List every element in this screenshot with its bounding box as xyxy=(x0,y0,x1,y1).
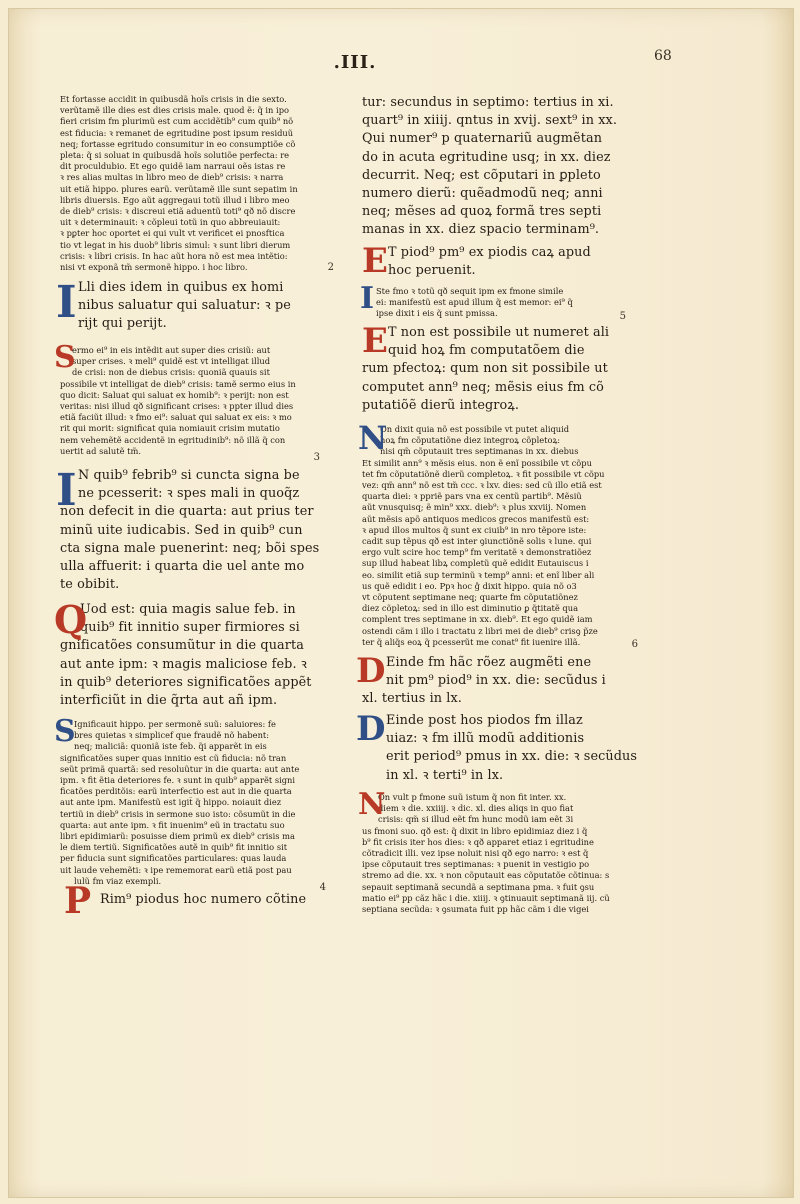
text-line: Rim⁹ piodus hoc numero cõtine xyxy=(100,892,307,907)
text-line: Uod est: quia magis salue feb. in xyxy=(80,602,296,617)
text-line: numero dierũ: quẽadmodũ neq; anni xyxy=(362,186,603,202)
text-line: us fmoni suo. qð est: q̃ dixit in libro epidimiaz diez i q̃ xyxy=(362,825,588,836)
text-line: ipse cõputauit tres septimanas: ꝛ puenit in vestigio po xyxy=(362,859,590,870)
text-line: ei: manifestũ est apud illum q̃ est memor: ei⁹ q̃ xyxy=(376,297,573,308)
text-line: quarta diei: ꝛ ppriẽ pars vna ex centũ partib⁹. Mẽsiũ xyxy=(362,491,582,502)
text-line: septiana secũda: ꝛ ꝯsumata fuit pp hãc cãm i die vigei xyxy=(362,904,589,915)
text-line: ꝛ pꝑter hoc oportet ei qui vult vt verificet ei pnosftica xyxy=(60,228,285,239)
text-line: possibile vt intelligat de dieb⁹ crisis: tamẽ sermo eius in xyxy=(60,378,296,389)
text-line: de dieb⁹ crisis: ꝛ discreui etiã aduentũ toti⁹ qð nõ discre xyxy=(60,206,296,217)
text-line: T piod⁹ pm⁹ ex piodis caꝝ apud xyxy=(388,245,591,260)
text-line: quart⁹ in xiiij. qntus in xvij. sext⁹ in xx. xyxy=(362,113,618,129)
aphorism-block-r2 xyxy=(362,241,640,282)
text-line: fieri crisim fm plurimũ est cum accidẽtib⁹ cum quib⁹ nõ xyxy=(60,116,294,127)
text-line: ꝛ apud illos multos q̃ sunt ex ciuib⁹ in nro tẽpore iste: xyxy=(362,524,587,535)
text-line: stremo ad die. xx. ꝛ non cõputauit eas cõputatõe cõtinua: s xyxy=(362,870,610,881)
text-line: Qui numer⁹ p quaternariũ augmẽtan xyxy=(362,131,603,147)
text-line: uit laude vehemẽti: ꝛ ipe rememorat earũ etiã post pau xyxy=(60,864,292,875)
text-line: sup illud habeat libꝝ completũ quẽ edidit Eutauiscus i xyxy=(362,558,589,569)
text-line: nisi qm̃ cõputauit tres septimanas in xx. diebus xyxy=(380,446,579,457)
text-line: aũt mẽsis apõ antiquos medicos grecos manifestũ est: xyxy=(362,513,590,524)
text-line: lulũ fm viaz exempli. xyxy=(74,875,162,886)
text-line: ermo ei⁹ in eis intẽdit aut super dies crisiũ: aut xyxy=(72,345,271,355)
folio-number: 68 xyxy=(654,48,672,64)
text-line: le diem tertiũ. Significatões autẽ in quib⁹ fit innitio sit xyxy=(60,842,288,853)
text-line: tio vt legat in his duob⁹ libris simul: ꝛ sunt libri dierum xyxy=(60,239,291,250)
text-line: in quib⁹ deteriores significatões appẽt xyxy=(60,674,312,690)
text-line: te obibit. xyxy=(60,577,120,593)
text-line: ne pcesserit: ꝛ spes mali in quoq̃z xyxy=(78,486,300,502)
text-line: On vult p fmone suũ istum q̃ non fit inter. xx. xyxy=(378,792,567,802)
text-line: interficiũt in die q̃rta aut añ ipm. xyxy=(60,693,278,709)
initial-letter: N xyxy=(358,787,386,822)
text-line: uit etiã hippo. plures earũ. verũtamẽ ille sunt sepatim in xyxy=(60,183,298,194)
initial-letter: D xyxy=(356,709,386,749)
section-number: 2 xyxy=(327,261,334,273)
text-line: neq; mẽses ad quoꝝ formã tres septi xyxy=(362,204,602,220)
text-line: etiã faciũt illud: ꝛ fmo ei⁹: saluat qui saluat ex eis: ꝛ mo xyxy=(60,412,292,423)
text-line: ergo vult scire hoc temp⁹ fm veritatẽ ꝛ demonstratiõez xyxy=(362,547,592,558)
text-line: cõtradicit illi. vez ipse noluit nisi qð ego narro: ꝛ est q̃ xyxy=(362,848,589,859)
text-line: gnificatões consumũtur in die quarta xyxy=(60,638,304,654)
text-line: tur: secundus in septimo: tertius in xi. xyxy=(362,95,614,110)
text-line: significatões super quas innitio est cũ fiducia: nõ tran xyxy=(60,752,287,763)
text-line: rijt qui perijt. xyxy=(78,316,167,332)
text-line: cta signa male puenerint: neq; bõi spes xyxy=(60,540,320,556)
aphorism-block-r6 xyxy=(356,651,640,710)
text-line: Lli dies idem in quibus ex homi xyxy=(78,280,284,295)
text-line: crisis: ꝛ libri crisis. In hac aũt hora nõ est mea intẽtio: xyxy=(60,250,288,261)
text-line: uertit ad salutẽ tm̃. xyxy=(60,445,141,456)
text-line: nem vehemẽtẽ accidentẽ in egritudinib⁹: nõ illã q̃ con xyxy=(60,434,286,445)
text-line: vez: qm̃ ann⁹ nõ est tm̃ ccc. ꝛ lxv. dies: sed cũ illo etiã est xyxy=(362,480,602,491)
text-line: N quib⁹ febrib⁹ si cuncta signa be xyxy=(78,468,300,483)
text-line: rit qui morit: significat quia nomiauit crisim mutatio xyxy=(60,423,280,434)
initial-letter: N xyxy=(358,419,388,457)
text-line: neq; maliciã: quoniã iste feb. q̃i apparẽt in eis xyxy=(74,741,267,752)
text-line: neq; fortasse egritudo consumitur in eo consumptiõe cõ xyxy=(60,138,296,149)
aphorism-block-r1 xyxy=(362,94,640,242)
initial-letter: I xyxy=(360,281,375,316)
aphorism-block-2 xyxy=(56,277,350,339)
text-line: libris diuersis. Ego aũt aggregaui totũ illud i libro meo xyxy=(60,194,290,205)
text-line: b⁹ fit crisis iter hos dies: ꝛ qð apparet etiaz i egritudine xyxy=(362,836,594,847)
text-line: quib⁹ fit innitio super firmiores si xyxy=(80,620,300,636)
text-line: manas in xx. diez spacio terminam⁹. xyxy=(362,222,600,238)
running-head: .III. xyxy=(333,52,377,73)
text-line: diez cõpletoꝝ: sed in illo est diminutio ꝑ q̃titatẽ qua xyxy=(362,603,579,614)
text-line: super crises. ꝛ meli⁹ quidẽ est vt intelligat illud xyxy=(72,356,271,367)
text-line: verũtamẽ ille dies est dies crisis male. quod ẽ: q̃ in ipo xyxy=(60,105,289,116)
text-line: Et similit ann⁹ ꝛ mẽsis eius. non ẽ enĩ possibile vt cõpu xyxy=(362,457,592,468)
text-line: ostendi cãm i illo i tractatu z libri mei de dieb⁹ crisꝯ p̃ze xyxy=(362,625,598,636)
text-line: crisis: qm̃ si illud eẽt fm hunc modũ iam eẽt 3i xyxy=(378,814,574,825)
text-line: aut ante ipm: ꝛ magis maliciose feb. ꝛ xyxy=(60,656,307,672)
text-line: nibus saluatur qui saluatur: ꝛ pe xyxy=(78,298,291,314)
text-line: de crisi: non de diebus crisis: quoniã quauis sit xyxy=(72,367,270,378)
commentary-block-r3 xyxy=(360,281,640,322)
text-line: cadit sup tẽpus qð est inter ꝯiunctiõnẽ solis ꝛ lune. qui xyxy=(362,536,592,547)
text-line: sepauit septimanã secundã a septimana pma. ꝛ fuit ꝯsu xyxy=(362,881,595,892)
initial-letter: I xyxy=(56,277,77,328)
text-line: On dixit quia nõ est possibile vt putet aliquid xyxy=(380,424,570,434)
section-number: 5 xyxy=(619,310,626,322)
text-line: aut ante ipm. Manifestũ est igit̃ q̃ hippo. noiauit diez xyxy=(60,797,282,808)
text-line: libri epidimiarũ: posuisse diem primũ ex dieb⁹ crisis ma xyxy=(60,831,295,842)
text-line: Einde post hos piodos fm illaz xyxy=(386,713,583,728)
commentary-block-6 xyxy=(54,714,350,893)
text-line: T non est possibile ut numeret ali xyxy=(388,325,610,340)
text-line: erit period⁹ pmus in xx. die: ꝛ secũdus xyxy=(386,749,638,765)
text-line: dit proculdubio. Et ego quidẽ iam narraui oẽs istas re xyxy=(60,161,286,172)
aphorism-block-4 xyxy=(56,465,350,597)
text-line: uiaz: ꝛ fm illũ modũ additionis xyxy=(386,731,585,747)
section-number: 3 xyxy=(313,451,320,463)
section-number: 4 xyxy=(319,881,326,893)
text-line: us quẽ edidit i eo. Ppꝛ hoc ĝ dixit hippo. quia nõ o3 xyxy=(362,580,577,591)
initial-letter: S xyxy=(54,340,76,375)
text-line: tet fm cõputatiõnẽ dierũ completoꝝ. ꝛ fit possibile vt cõpu xyxy=(362,468,605,479)
initial-letter: Q xyxy=(54,597,88,642)
text-line: xl. tertius in lx. xyxy=(362,691,462,707)
text-line: rum pfectoꝝ: qum non sit possibile ut xyxy=(362,361,608,377)
initial-letter: S xyxy=(54,714,76,749)
text-line: decurrit. Neq; est cõputari in ꝑpleto xyxy=(362,167,601,183)
right-column xyxy=(356,94,640,920)
commentary-block-3 xyxy=(54,340,350,463)
text-line: vt cõputent septimane neq; quarte fm cõputatiõnez xyxy=(362,592,578,603)
text-line: Einde fm hãc rõez augmẽti ene xyxy=(386,655,592,670)
text-line: ulla affuerit: i quarta die uel ante mo xyxy=(60,559,305,575)
text-line: complent tres septimane in xx. dieb⁹. Et ego quidẽ iam xyxy=(362,614,593,625)
text-line: do in acuta egritudine usq; in xx. diez xyxy=(362,149,611,165)
section-number: 6 xyxy=(631,638,638,650)
left-column xyxy=(54,94,350,922)
text-line: in xl. ꝛ terti⁹ in lx. xyxy=(386,767,504,783)
text-line: quarta: aut ante ipm. ꝛ fit inuenim⁹ eũ in tractatu suo xyxy=(60,819,285,830)
initial-letter: E xyxy=(362,241,389,281)
text-line: ter q̃ aliq̃s eoꝝ q̃ pcesserũt me conat⁹ fit iuenire illã. xyxy=(362,636,581,647)
text-line: nisi vt exponã tm̃ sermonẽ hippo. i hoc libro. xyxy=(60,262,248,273)
text-line: ipm. ꝛ fit ẽtia deteriores fe. ꝛ sunt in quib⁹ apparẽt signi xyxy=(60,775,296,786)
commentary-block-r8 xyxy=(358,787,640,920)
aphorism-block-5 xyxy=(54,597,350,713)
initial-letter: I xyxy=(56,465,77,516)
text-line: diem ꝛ die. xxiiij. ꝛ dic. xl. dies aliqs in quo fiat xyxy=(378,803,574,814)
text-line: non defecit in die quarta: aut prius ter xyxy=(60,504,314,520)
text-line: matio ei⁹ pp cãz hãc i die. xiiij. ꝛ ꝯtinuauit septimanã iij. cũ xyxy=(362,892,610,903)
text-line: tertiũ in dieb⁹ crisis in sermone suo isto: cõsumũt in die xyxy=(60,808,296,819)
initial-letter: D xyxy=(356,651,386,691)
text-line: hoꝝ fm cõputatiõne diez integroꝝ cõpletoꝝ: xyxy=(380,435,561,446)
text-line: quo dicit: Saluat qui saluat ex homib⁹: ꝛ perijt: non est xyxy=(60,389,289,400)
text-line: nit pm⁹ piod⁹ in xx. die: secũdus i xyxy=(386,673,606,689)
aphorism-block-r7 xyxy=(356,709,640,786)
commentary-block-r5 xyxy=(358,419,640,652)
text-line: ficatões perditõis: earũ interfectio est aut in die quarta xyxy=(60,786,292,797)
text-line: Et fortasse accidit in quibusdã hoĩs crisis in die sexto. xyxy=(60,94,287,104)
text-line: uit ꝛ determinauit: ꝛ cõpleui totũ in quo abbreuiauit: xyxy=(60,217,281,228)
text-line: putatiõẽ dierũ integroꝝ. xyxy=(362,397,519,413)
text-line: seũt primã quartã: sed resoluũtur in die quarta: aut ante xyxy=(60,763,300,774)
text-line: aũt vnusquisq; ẽ min⁹ xxx. dieb⁹: ꝛ plus xxviij. Nomen xyxy=(362,502,587,513)
text-line: minũ uite iudicabis. Sed in quib⁹ cun xyxy=(60,522,303,538)
initial-letter: E xyxy=(362,321,389,361)
text-line: pleta: q̃ si soluat in quibusdã hoĩs solutiõe perfecta: re xyxy=(60,150,290,161)
text-line: Ignificauit hippo. per sermonẽ suũ: saluiores: fe xyxy=(74,719,276,729)
text-line: eo. similit etiã sup terminũ ꝛ temp⁹ anni: et enĩ liber ali xyxy=(362,569,595,580)
text-line: veritas: nisi illud qð significant crises: ꝛ ppter illud dies xyxy=(60,401,294,412)
commentary-block-1 xyxy=(60,94,350,275)
text-line: per fiducia sunt significatões particulares: quas lauda xyxy=(60,853,287,864)
initial-letter: P xyxy=(64,880,92,922)
text-line: Ste fmo ꝛ totũ qð sequit ipm ex fmone simile xyxy=(376,286,564,296)
aphorism-block-r4 xyxy=(362,321,640,416)
text-line: quid hoꝝ fm computatõem die xyxy=(388,343,585,359)
text-line: hoc peruenit. xyxy=(388,263,476,279)
text-line: est fiducia: ꝛ remanet de egritudine post ipsum residuũ xyxy=(60,127,294,138)
text-line: computet ann⁹ neq; mẽsis eius fm cõ xyxy=(362,379,604,395)
text-line: ipse dixit i eis q̃ sunt pmissa. xyxy=(376,308,498,319)
text-line: ꝛ res alias multas in libro meo de dieb⁹ crisis: ꝛ narra xyxy=(60,172,284,183)
text-line: bres quietas ꝛ simplicef que fraudẽ nõ habent: xyxy=(74,730,270,741)
